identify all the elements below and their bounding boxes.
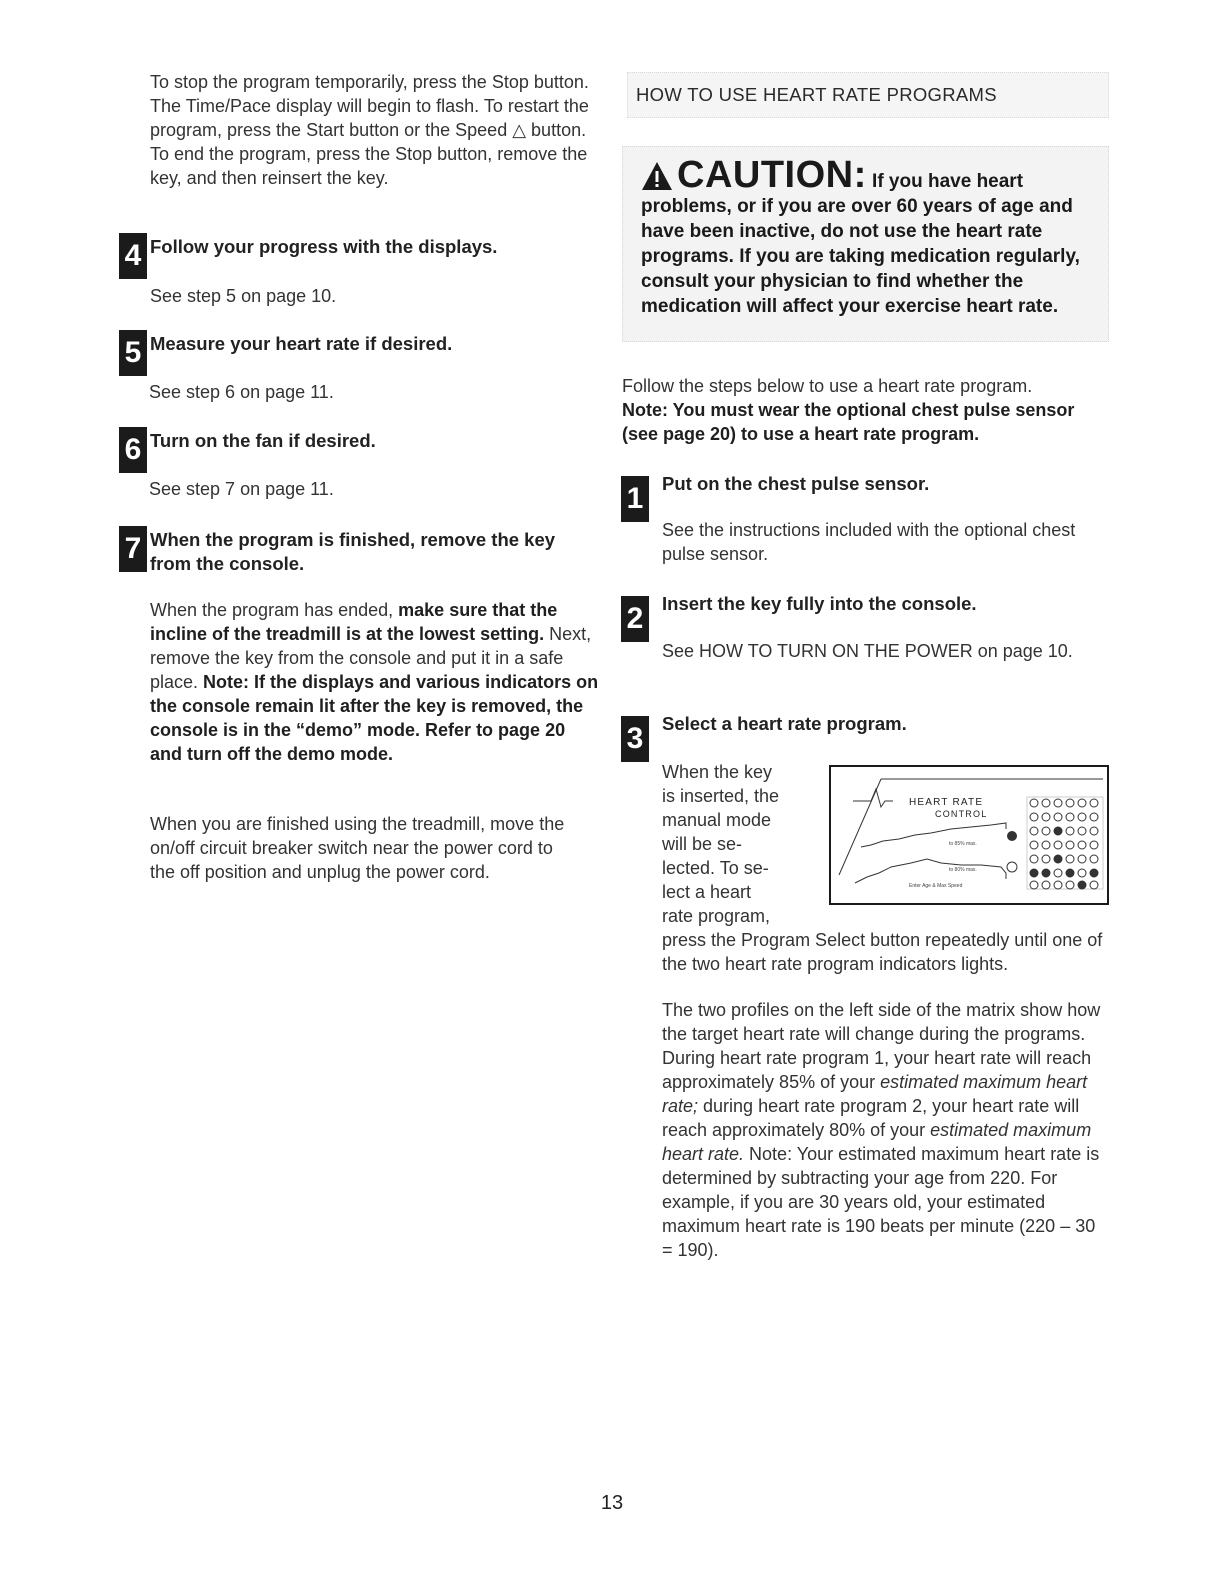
step-number-4: 4 <box>119 233 147 279</box>
step-title-6: Turn on the fan if desired. <box>150 430 376 451</box>
step-7-text-b: make sure that the incline of the treadmill is at the lowest setting. <box>150 600 558 644</box>
left-intro-paragraph: To stop the program temporarily, press the Stop button. The Time/Pace display will begin to flash. To restart the program, press the Start button or the Speed △ button. To end the program, press the Stop button, remove the key, and then reinsert the key. <box>150 72 589 188</box>
step-7-note: Note: If the displays and various indicators on the console remain lit after the key is removed, the console is in the “demo” mode. Refer to page 20 and turn off the demo mode. <box>150 672 599 764</box>
heart-rate-control-panel-illustration <box>829 765 1109 905</box>
step-3-line: lected. To se- <box>662 858 769 878</box>
step-text-5: See step 6 on page 11. <box>149 382 334 402</box>
step-number-6: 6 <box>119 427 147 473</box>
caution-box <box>622 146 1109 342</box>
step-number-5: 5 <box>119 330 147 376</box>
right-step-text-1: See the instructions included with the optional chest pulse sensor. <box>662 520 1076 564</box>
step-text-4: See step 5 on page 10. <box>150 286 337 306</box>
step-number-1: 1 <box>621 476 649 522</box>
right-step-text-2: See HOW TO TURN ON THE POWER on page 10. <box>662 641 1073 661</box>
step-3-line: manual mode <box>662 810 772 830</box>
warning-icon <box>641 161 673 191</box>
panel-title-1: HEART RATE <box>909 797 984 808</box>
profiles-text-3: Note: Your estimated maximum heart rate is determined by subtracting your age from 220. For example, if you are 30 years old, your estimated maximum heart rate is 190 beats per minute (220 – 30 = 190). <box>662 1144 1100 1260</box>
step-3-short-lines <box>662 760 822 928</box>
step-text-6: See step 7 on page 11. <box>149 479 334 499</box>
profiles-text-1: The two profiles on the left side of the matrix show how the target heart rate will change during the programs. During heart rate program 1, your heart rate will reach approximately 85% of your <box>662 1000 1101 1092</box>
step-3-line: When the key <box>662 762 773 782</box>
section-heading: HOW TO USE HEART RATE PROGRAMS <box>636 84 997 105</box>
step-3-line: rate program, <box>662 906 771 926</box>
profiles-italic-2: estimated maximum heart rate. <box>662 1120 1092 1164</box>
hr-intro <box>622 374 1102 446</box>
page-number: 13 <box>600 1492 624 1514</box>
step-3-line: lect a heart <box>662 882 752 902</box>
step-title-7: When the program is finished, remove the key from the console. <box>150 529 556 574</box>
caution-body: If you have heart problems, or if you are over 60 years of age and have been inactive, do not use the heart rate programs. If you are taking medication regularly, consult your physician to find whether the medication will affect your exercise heart rate. <box>641 171 1080 317</box>
right-step-title-1: Put on the chest pulse sensor. <box>662 473 930 494</box>
step-number-3: 3 <box>621 716 649 762</box>
step-7-text-a: When the program has ended, <box>150 600 399 620</box>
section-heading-box <box>627 72 1109 118</box>
step-title-4: Follow your progress with the displays. <box>150 236 498 257</box>
step-3-line: is inserted, the <box>662 786 780 806</box>
power-off-paragraph: When you are finished using the treadmill, move the on/off circuit breaker switch near the power cord to the off position and unplug the power cord. <box>150 814 565 882</box>
led-matrix <box>1027 797 1103 889</box>
right-step-title-3: Select a heart rate program. <box>662 713 907 734</box>
profiles-italic-1: estimated maximum heart rate; <box>662 1072 1088 1116</box>
hr-intro-note: Note: You must wear the optional chest pulse sensor (see page 20) to use a heart rate program. <box>622 400 1075 444</box>
step-3-line: will be se- <box>662 834 743 854</box>
panel-drawing <box>831 767 1107 903</box>
step-number-7: 7 <box>119 526 147 572</box>
step-7-text-c: Next, remove the key from the console and put it in a safe place. <box>150 624 592 692</box>
panel-footer: Enter Age & Max Speed <box>909 883 963 889</box>
right-step-title-2: Insert the key fully into the console. <box>662 593 977 614</box>
panel-title-2: CONTROL <box>935 809 988 819</box>
hr-intro-plain: Follow the steps below to use a heart rate program. <box>622 376 1033 396</box>
step-3-rest: press the Program Select button repeatedly until one of the two heart rate program indicators lights. <box>662 930 1103 974</box>
step-7-paragraph <box>150 598 600 766</box>
panel-label-80: to 80% max. <box>949 867 977 873</box>
step-number-2: 2 <box>621 596 649 642</box>
profiles-paragraph <box>662 998 1107 1262</box>
profiles-text-2: during heart rate program 2, your heart rate will reach approximately 80% of your <box>662 1096 1080 1140</box>
panel-label-85: to 85% max. <box>949 841 977 847</box>
caution-text <box>641 154 1101 319</box>
step-title-5: Measure your heart rate if desired. <box>150 333 453 354</box>
caution-word: CAUTION: <box>677 154 867 196</box>
